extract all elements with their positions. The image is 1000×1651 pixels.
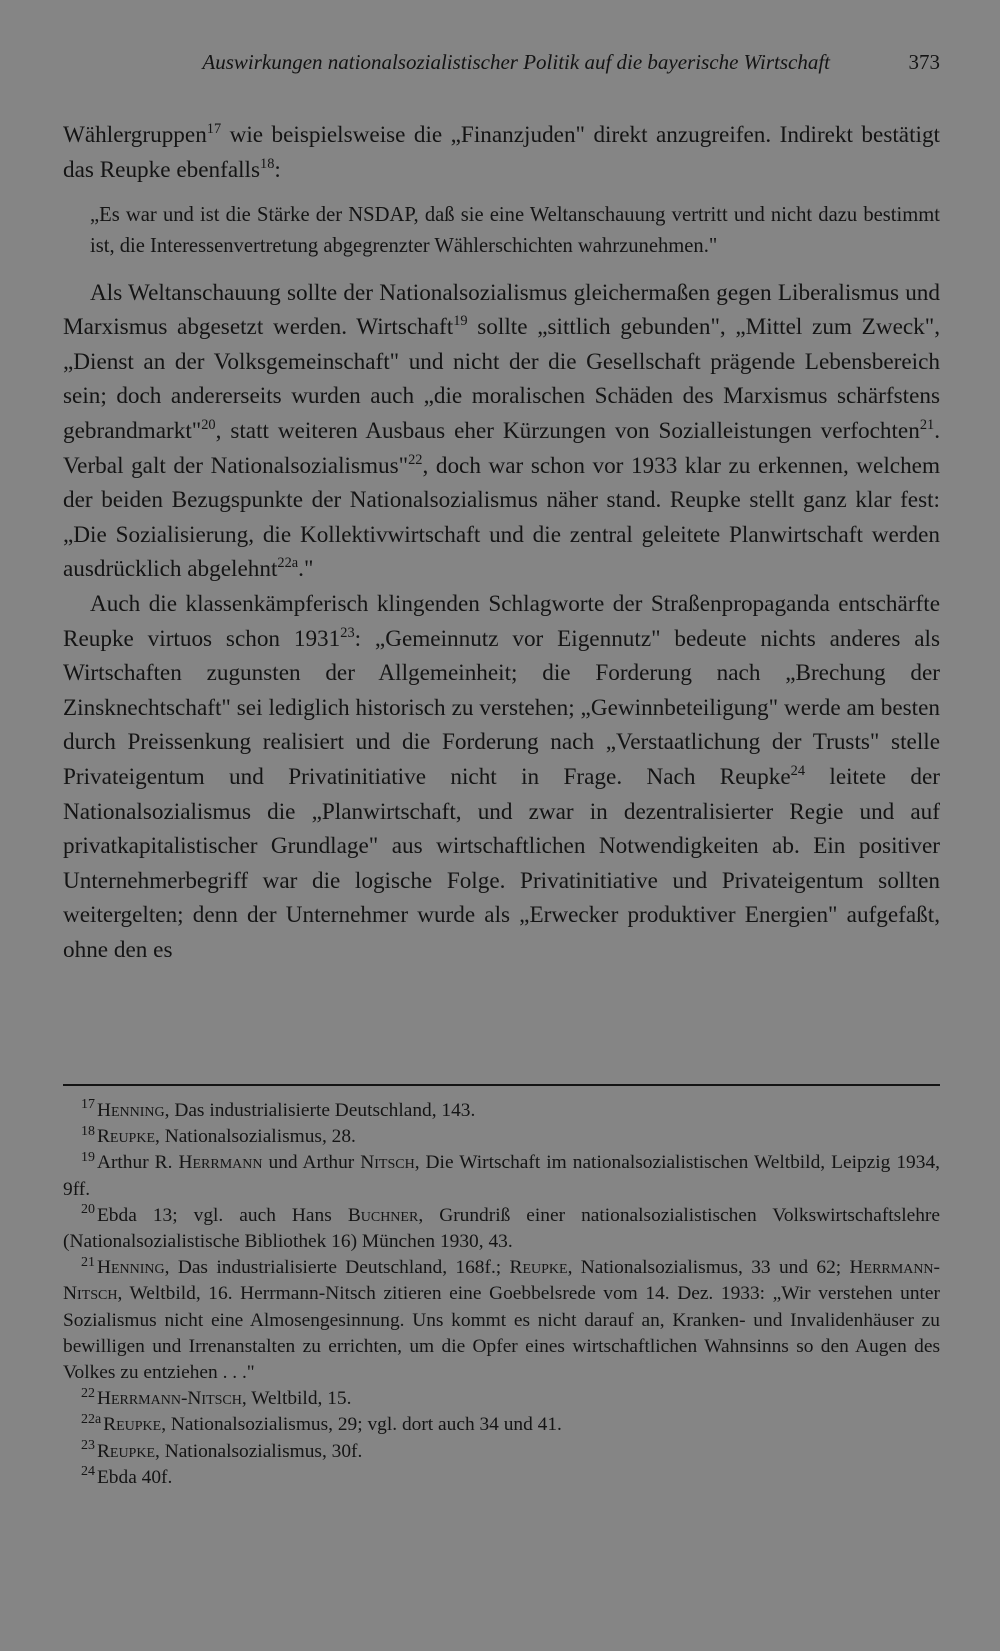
author-name: Herrmann-Nitsch — [63, 1257, 940, 1305]
footnote-number: 22 — [81, 1385, 95, 1401]
footnote-ref: 18 — [260, 155, 275, 172]
footnotes — [63, 1098, 940, 1491]
text-run: : — [274, 156, 281, 183]
block-quote: „Es war und ist die Stärke der NSDAP, daß sie eine Weltanschauung vertritt und nicht dazu bestimmt ist, die Interessenvertretung abgegrenzter Wählerschichten wahrzunehmen." — [90, 204, 940, 258]
footnote-number: 22a — [81, 1411, 102, 1427]
author-name: Reupke — [96, 1126, 155, 1148]
footnote-ref: 22 — [408, 451, 423, 468]
footnote-number: 23 — [81, 1437, 95, 1453]
author-name: Henning — [96, 1257, 165, 1279]
text-run: Wählergruppen — [63, 122, 207, 148]
footnote — [63, 1203, 940, 1255]
footnote-number: 21 — [81, 1254, 95, 1270]
footnote-ref: 21 — [919, 417, 935, 434]
footnote — [63, 1098, 940, 1124]
running-title: Auswirkungen nationalsozialistischer Politik auf die bayerische Wirtschaft — [202, 50, 830, 74]
paragraph — [63, 276, 940, 587]
paragraph — [63, 118, 940, 187]
author-name: Reupke — [509, 1257, 568, 1279]
footnote — [63, 1255, 940, 1386]
footnote — [63, 1124, 940, 1150]
footnote-ref: 19 — [453, 313, 468, 330]
footnote-number: 17 — [81, 1097, 95, 1113]
footnote-text: , Weltbild, 16. Herrmann-Nitsch zitieren eine Goebbelsrede vom 14. Dez. 1933: „Wir verstehen unter Sozialismus nicht eine Almosengesinnung. Uns kommt es nicht darauf an, Kranken- und Invalidenhäuser zu bewilligen und Irrenanstalten zu errichten, um die Opfer eines wirtschaftlichen Wahnsinns so den Augen des Volkes zu entziehen . . ." — [63, 1283, 940, 1384]
footnote-text: , Nationalsozialismus, 29; vgl. dort auch 34 und 41. — [161, 1414, 562, 1436]
footnote — [63, 1386, 940, 1412]
text-run: . Verbal galt der Nationalsozialismus" — [63, 417, 940, 479]
footnote-text: , Das industrialisierte Deutschland, 168f.; — [164, 1257, 510, 1279]
text-run: sollte „sittlich gebunden", „Mittel zum Zweck", „Dienst an der Volksgemeinschaft" und nicht der die Gesellschaft prägende Lebensbereich sein; doch andererseits wurden auch „die moralischen Schäden des Marxismus schärfstens gebrandmarkt" — [63, 314, 941, 444]
author-name: Henning — [96, 1100, 165, 1121]
footnote-number: 19 — [81, 1149, 95, 1165]
text-run: , statt weiteren Ausbaus eher Kürzungen von Sozialleistungen verfochten — [215, 417, 920, 444]
footnote — [63, 1412, 940, 1438]
footnote-number: 24 — [81, 1464, 95, 1480]
text-run: leitete der Nationalsozialismus die „Planwirtschaft, und zwar in dezentralisierter Regie und auf privatkapitalistischer Grundlage" aus wirtschaftlichen Notwendigkeiten ab. Ein positiver Unternehmerbegriff war die logische Folge. Privatinitiative und Privateigentum sollten weitergelten; denn der Unternehmer wurde als „Erwecker produktiver Energien" aufgefaßt, ohne den es — [63, 763, 940, 963]
footnote-ref: 24 — [790, 763, 805, 779]
footnote-text: , Nationalsozialismus, 30f. — [155, 1440, 363, 1462]
footnote — [63, 1439, 940, 1465]
text-run: Auch die klassenkämpferisch klingenden Schlagworte der Straßenpropaganda entschärfte Reupke virtuos schon 1931 — [63, 590, 940, 652]
footnote-ref: 23 — [340, 624, 355, 641]
author-name: Herrmann — [178, 1152, 263, 1174]
text-run: Als Weltanschauung sollte der Nationalsozialismus gleichermaßen gegen Liberalismus und Marxismus abgesetzt werden. Wirtschaft — [63, 279, 940, 341]
footnote — [63, 1150, 940, 1202]
footnote-text: und Arthur — [262, 1152, 361, 1174]
page-number: 373 — [908, 50, 940, 74]
footnote-ref: 17 — [206, 121, 222, 138]
footnote-text: , Das industrialisierte Deutschland, 143. — [164, 1100, 476, 1121]
footnote-text: Arthur R. — [96, 1152, 179, 1174]
footnote-number: 18 — [81, 1123, 95, 1139]
text-run: , doch war schon vor 1933 klar zu erkennen, welchem der beiden Bezugspunkte der Nationalsozialismus näher stand. Reupke stellt ganz klar fest: „Die Sozialisierung, die Kollektivwirtschaft und die zentral geleitete Planwirtschaft werden ausdrücklich abgelehnt — [63, 452, 940, 583]
footnote-number: 20 — [81, 1202, 95, 1218]
author-name: Reupke — [103, 1414, 162, 1436]
text-run: wie beispielsweise die „Finanzjuden" direkt anzugreifen. Indirekt bestätigt das Reupke ebenfalls — [63, 122, 940, 183]
footnote-separator — [63, 1084, 940, 1086]
paragraph — [63, 587, 940, 968]
footnote-text: , Grundriß einer nationalsozialistischen Volkswirtschaftslehre (Nationalsozialistische Bibliothek 16) München 1930, 43. — [63, 1204, 940, 1253]
footnote-ref: 20 — [201, 417, 216, 434]
footnote — [63, 1465, 940, 1491]
author-name: Buchner — [347, 1204, 419, 1226]
footnote-text: , Nationalsozialismus, 33 und 62; — [567, 1257, 850, 1279]
footnote-text: Ebda 40f. — [96, 1466, 173, 1488]
text-run: : „Gemeinnutz vor Eigennutz" bedeute nichts anderes als Wirtschaften zugunsten der Allgemeinheit; die Forderung nach „Brechung der Zinsknechtschaft" sei lediglich historisch zu verstehen; „Gewinnbeteiligung" werde am besten durch Preissenkung realisiert und die Forderung nach „Verstaatlichung der Trusts" stelle Privateigentum und Privatinitiative nicht in Frage. Nach Reupke — [63, 625, 940, 790]
text-run: ." — [298, 556, 314, 583]
footnote-text: , Die Wirtschaft im nationalsozialistischen Weltbild, Leipzig 1934, 9ff. — [63, 1152, 940, 1200]
footnote-text: , Weltbild, 15. — [241, 1388, 352, 1410]
author-name: Reupke — [96, 1440, 155, 1462]
footnote-ref: 22a — [277, 555, 299, 572]
footnote-text: , Nationalsozialismus, 28. — [155, 1126, 356, 1148]
author-name: Herrmann-Nitsch — [96, 1388, 242, 1410]
main-text — [63, 118, 940, 967]
author-name: Nitsch — [360, 1152, 415, 1174]
footnote-text: Ebda 13; vgl. auch Hans — [96, 1204, 348, 1226]
